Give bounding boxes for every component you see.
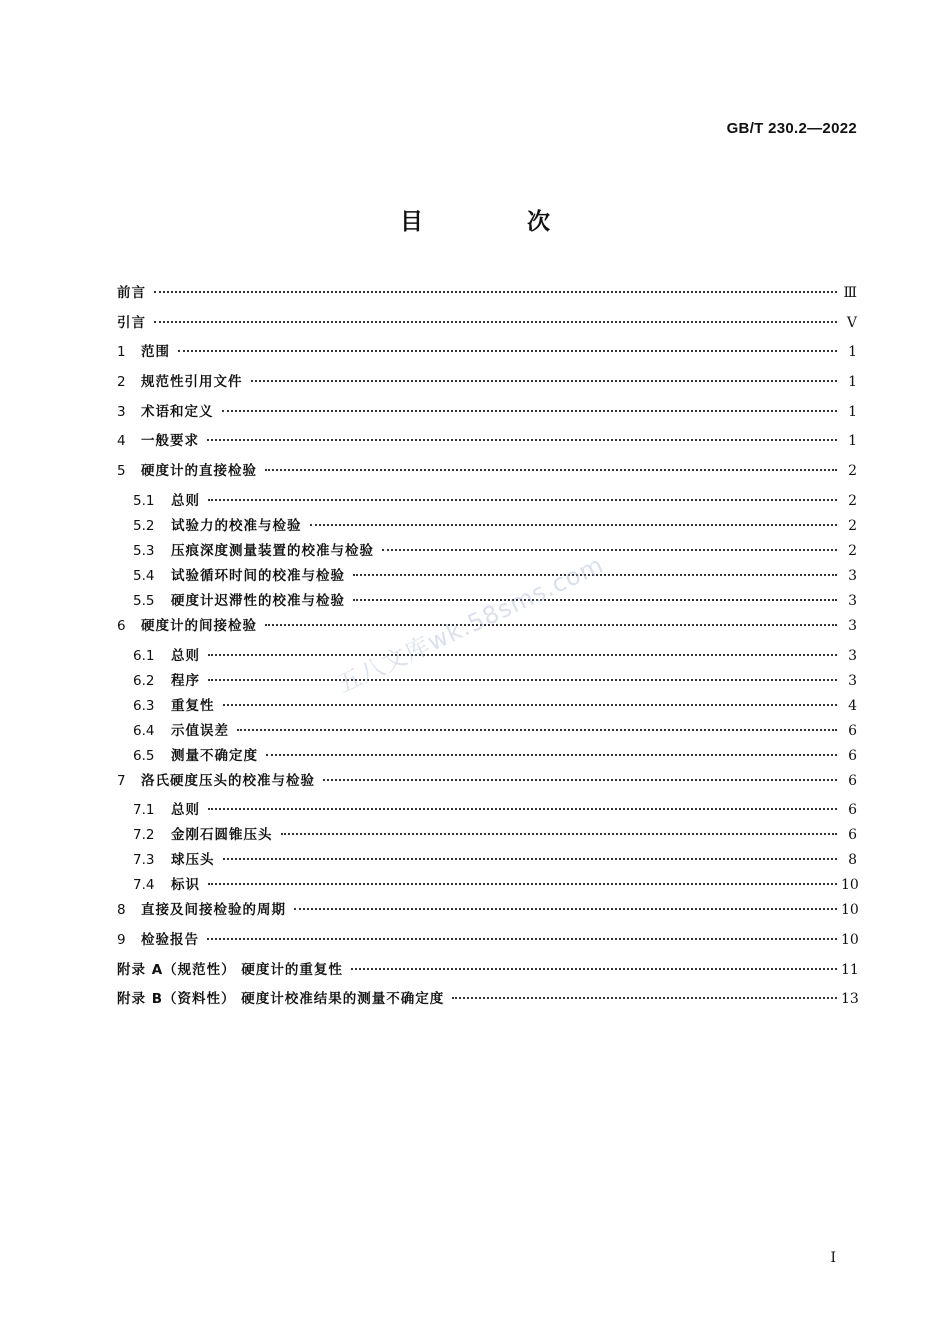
- toc-entry[interactable]: [117, 429, 857, 459]
- dot-leader: [281, 833, 838, 835]
- toc-entry-title: 总则: [171, 492, 200, 509]
- dot-leader: [310, 524, 838, 526]
- toc-entry-number: 2: [117, 374, 126, 391]
- toc-entry[interactable]: [117, 928, 857, 958]
- toc-entry-title: 试验力的校准与检验: [171, 517, 302, 534]
- toc-entry-page: 1: [848, 433, 857, 450]
- toc-entry-number: 6: [117, 617, 126, 634]
- toc-entry[interactable]: [117, 459, 857, 489]
- toc-entry-page: 2: [848, 517, 857, 534]
- table-of-contents: [117, 281, 857, 1017]
- dot-leader: [223, 858, 838, 860]
- toc-entry-number: 7.4: [133, 877, 155, 894]
- toc-entry-number: 1: [117, 344, 126, 361]
- toc-entry-page: 6: [848, 772, 857, 789]
- dot-leader: [265, 469, 837, 471]
- dot-leader: [207, 938, 837, 940]
- toc-entry-number: 5.2: [133, 517, 155, 534]
- document-code: GB/T 230.2—2022: [726, 120, 857, 137]
- toc-entry-page: 10: [841, 877, 859, 894]
- toc-entry-title: 术语和定义: [141, 403, 214, 420]
- toc-entry[interactable]: [117, 669, 857, 694]
- toc-entry-title: 检验报告: [141, 931, 199, 948]
- page-number: I: [830, 1250, 836, 1266]
- toc-entry-number: 6.2: [133, 672, 155, 689]
- dot-leader: [266, 754, 837, 756]
- toc-entry-number: 6.1: [133, 647, 155, 664]
- toc-entry-title: 试验循环时间的校准与检验: [171, 567, 345, 584]
- toc-entry[interactable]: [117, 340, 857, 370]
- toc-entry[interactable]: [117, 823, 857, 848]
- toc-entry-number: 6.5: [133, 747, 155, 764]
- toc-entry-title: 一般要求: [141, 433, 199, 450]
- toc-entry-title: 规范性引用文件: [141, 374, 243, 391]
- toc-entry-page: 4: [848, 697, 857, 714]
- toc-entry-title: 金刚石圆锥压头: [171, 827, 273, 844]
- dot-leader: [222, 410, 838, 412]
- toc-entry[interactable]: [117, 311, 857, 341]
- toc-entry-number: 5.5: [133, 592, 155, 609]
- toc-entry-number: 7.2: [133, 827, 155, 844]
- toc-entry-title: 示值误差: [171, 722, 229, 739]
- toc-entry-number: 5.1: [133, 492, 155, 509]
- dot-leader: [208, 808, 837, 810]
- toc-entry-title: 测量不确定度: [171, 747, 258, 764]
- page-title: 目 次: [399, 209, 598, 235]
- toc-entry-page: 1: [848, 374, 857, 391]
- toc-entry-number: 5.4: [133, 567, 155, 584]
- toc-entry-page: 3: [848, 672, 857, 689]
- dot-leader: [237, 729, 837, 731]
- dot-leader: [208, 499, 837, 501]
- dot-leader: [207, 439, 837, 441]
- toc-entry[interactable]: [117, 400, 857, 430]
- toc-entry-page: Ⅲ: [843, 285, 857, 301]
- toc-entry-title: 引言: [117, 314, 146, 331]
- toc-entry-page: 2: [848, 542, 857, 559]
- dot-leader: [154, 321, 837, 323]
- toc-entry-page: 6: [848, 802, 857, 819]
- toc-entry-page: 13: [841, 991, 859, 1008]
- toc-entry-number: 7.3: [133, 852, 155, 869]
- toc-entry-page: 11: [841, 961, 859, 978]
- toc-entry-title: 压痕深度测量装置的校准与检验: [171, 542, 374, 559]
- toc-entry-number: 5: [117, 463, 126, 480]
- toc-entry-title: 球压头: [171, 852, 215, 869]
- toc-entry-title: 总则: [171, 647, 200, 664]
- toc-entry[interactable]: [117, 958, 857, 988]
- toc-entry-title: 前言: [117, 285, 146, 301]
- toc-entry-page: 6: [848, 747, 857, 764]
- toc-entry-page: 10: [841, 931, 859, 948]
- dot-leader: [208, 679, 837, 681]
- dot-leader: [251, 380, 838, 382]
- toc-entry[interactable]: [117, 798, 857, 823]
- toc-entry-page: 10: [841, 902, 859, 919]
- toc-entry-title: 附录 B（资料性） 硬度计校准结果的测量不确定度: [117, 991, 445, 1008]
- toc-entry-number: 3: [117, 403, 126, 420]
- toc-entry[interactable]: [117, 873, 857, 898]
- toc-entry-page: 8: [848, 852, 857, 869]
- toc-entry-number: 6.4: [133, 722, 155, 739]
- toc-entry-title: 附录 A（规范性） 硬度计的重复性: [117, 961, 343, 978]
- dot-leader: [382, 549, 837, 551]
- toc-entry-title: 直接及间接检验的周期: [141, 902, 286, 919]
- dot-leader: [323, 779, 837, 781]
- toc-entry-number: 8: [117, 902, 126, 919]
- toc-entry-page: 3: [848, 647, 857, 664]
- toc-entry-number: 5.3: [133, 542, 155, 559]
- toc-entry-number: 7.1: [133, 802, 155, 819]
- toc-entry-title: 重复性: [171, 697, 215, 714]
- toc-entry[interactable]: [117, 564, 857, 589]
- toc-entry[interactable]: [117, 539, 857, 564]
- toc-entry[interactable]: [117, 769, 857, 799]
- toc-entry-title: 硬度计的间接检验: [141, 617, 257, 634]
- toc-entry-page: 1: [848, 403, 857, 420]
- toc-entry-title: 总则: [171, 802, 200, 819]
- toc-entry-page: 3: [848, 567, 857, 584]
- toc-entry-title: 硬度计的直接检验: [141, 463, 257, 480]
- dot-leader: [223, 704, 838, 706]
- toc-entry-number: 6.3: [133, 697, 155, 714]
- toc-entry[interactable]: [117, 694, 857, 719]
- toc-entry[interactable]: [117, 987, 857, 1017]
- dot-leader: [208, 883, 837, 885]
- toc-entry[interactable]: [117, 848, 857, 873]
- toc-entry-number: 7: [117, 772, 126, 789]
- toc-entry-number: 9: [117, 931, 126, 948]
- toc-entry[interactable]: [117, 514, 857, 539]
- toc-entry-title: 程序: [171, 672, 200, 689]
- toc-entry-page: 6: [848, 827, 857, 844]
- toc-entry-page: 3: [848, 592, 857, 609]
- toc-entry[interactable]: [117, 370, 857, 400]
- dot-leader: [265, 624, 837, 626]
- dot-leader: [294, 908, 837, 910]
- toc-entry-title: 洛氏硬度压头的校准与检验: [141, 772, 315, 789]
- dot-leader: [353, 599, 837, 601]
- toc-entry[interactable]: [117, 898, 857, 928]
- dot-leader: [178, 350, 837, 352]
- toc-entry-page: 2: [848, 492, 857, 509]
- toc-entry-page: 6: [848, 722, 857, 739]
- toc-entry-title: 标识: [171, 877, 200, 894]
- toc-entry[interactable]: [117, 719, 857, 744]
- dot-leader: [154, 291, 837, 293]
- toc-entry[interactable]: [117, 489, 857, 514]
- toc-entry-page: 3: [848, 617, 857, 634]
- toc-entry[interactable]: [117, 644, 857, 669]
- toc-entry-number: 4: [117, 433, 126, 450]
- toc-entry[interactable]: [117, 281, 857, 311]
- toc-entry-page: V: [846, 314, 857, 331]
- watermark: 五八文库wk.58sms.com: [332, 550, 609, 699]
- dot-leader: [351, 968, 837, 970]
- toc-entry-title: 范围: [141, 344, 170, 361]
- toc-entry-title: 硬度计迟滞性的校准与检验: [171, 592, 345, 609]
- toc-entry[interactable]: [117, 744, 857, 769]
- toc-entry-page: 1: [848, 344, 857, 361]
- dot-leader: [452, 997, 837, 999]
- toc-entry-page: 2: [848, 463, 857, 480]
- dot-leader: [208, 654, 837, 656]
